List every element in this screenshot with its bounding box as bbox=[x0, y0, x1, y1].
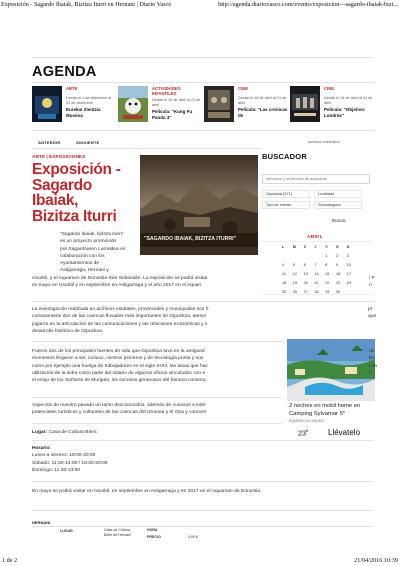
calendar-day[interactable]: 20 bbox=[303, 281, 308, 285]
buscador-title: BUSCADOR bbox=[262, 152, 307, 161]
ad-price-currency: € bbox=[306, 428, 309, 433]
calendar-day[interactable]: 11 bbox=[282, 272, 286, 276]
paragraph-line: utilización de la sidra como parte del salario de algunos oficios vinculados con e bbox=[32, 370, 206, 376]
precio-key: PRECIO bbox=[147, 535, 161, 539]
horario-line: Sábado: 11:30-13:00 / 18:00-20:00 bbox=[32, 460, 108, 466]
calendar-day[interactable]: 4 bbox=[282, 263, 285, 267]
search-input[interactable] bbox=[262, 174, 370, 184]
horario-line: Domingo: 11:30-13:00 bbox=[32, 467, 81, 473]
event-category: CINE bbox=[324, 86, 335, 91]
print-header bbox=[0, 0, 400, 10]
event-type-select[interactable]: Tipo de evento bbox=[262, 201, 310, 209]
horario-block bbox=[32, 445, 108, 474]
calendar-day[interactable] bbox=[314, 252, 325, 261]
intro-text bbox=[60, 231, 142, 275]
closing-text: En mayo se podrá visitar en Usurbil, en septiembre en Astigarraga y en 2017 en el Aquarium de Donostia. bbox=[32, 489, 262, 494]
calendar-weekdays bbox=[282, 243, 378, 252]
calendar-month: ABRIL bbox=[307, 234, 323, 239]
calendar-day[interactable]: 25 bbox=[282, 290, 287, 294]
page-title-line: Exposición - bbox=[32, 161, 121, 178]
calendar-week bbox=[282, 252, 378, 261]
precio-value: 0,00 € bbox=[188, 535, 198, 539]
lugar-value: Casa de Cultura Biteri. bbox=[48, 430, 98, 435]
ad-image[interactable] bbox=[287, 339, 375, 401]
calendar-day[interactable]: 27 bbox=[303, 290, 308, 294]
overflow-fragment: pr bbox=[368, 307, 373, 312]
calendar-week bbox=[282, 279, 378, 288]
calendar-day[interactable] bbox=[293, 252, 304, 261]
intro-tail-line: en mayo en Usurbil y en septiembre en Astigarraga y el año 2017 en el Aquari bbox=[32, 283, 202, 289]
paragraph-overflow bbox=[369, 348, 383, 377]
page-title-line: Bizitza Iturri bbox=[32, 207, 117, 225]
ad-cta-button[interactable]: Llévatelo bbox=[328, 428, 361, 437]
print-page-title: Exposición - Sagardo Ibaiak, Bizitza Iturri en Hernani | Diario Vasco bbox=[1, 1, 172, 8]
info-divider bbox=[32, 481, 374, 482]
paragraph-divider bbox=[32, 341, 282, 342]
paragraph bbox=[32, 306, 262, 335]
events-divider bbox=[32, 130, 374, 131]
intro-divider bbox=[32, 301, 374, 302]
calendar-day[interactable]: 30 bbox=[335, 290, 341, 294]
prev-button[interactable]: ANTERIOR bbox=[38, 140, 61, 145]
calendar-day[interactable] bbox=[282, 252, 293, 261]
paragraph-line: el enojo de los Señores de Murgula, los excesos generosos del famoso construc bbox=[32, 378, 207, 384]
lugar-value-line: Casa de Cultura bbox=[104, 528, 130, 532]
calendar-day[interactable] bbox=[347, 288, 358, 297]
horario-label: Horario: bbox=[32, 446, 52, 451]
page-title-line: Sagardo Ibaiak, bbox=[32, 176, 92, 209]
calendar-day[interactable] bbox=[304, 252, 315, 261]
weekday: D bbox=[346, 245, 350, 249]
calendar-day[interactable]: 8 bbox=[325, 263, 328, 267]
calendar-day[interactable]: 22 bbox=[325, 281, 330, 285]
print-url: http://agenda.diariovasco.com/evento/exposicion---sagardo-ibaiak-bizi... bbox=[218, 1, 398, 8]
intro-line: Ayuntamientos de bbox=[60, 261, 100, 267]
paragraph-line: momentos llegaron a ser, incluso, centros pioneros y de tecnología punta y sus bbox=[32, 356, 204, 362]
event-date: Desde el 15 de abril al 21 de abril bbox=[152, 98, 201, 107]
horario-line: Lunes a viernes: 18:00-20:00 bbox=[32, 453, 96, 459]
pager-divider bbox=[32, 148, 262, 149]
intro-tail-line: Usurbil, y el Aquarium de Donostia-San Sebastián. La exposición se podrá visitar bbox=[32, 276, 208, 281]
print-page-number: 1 de 2 bbox=[2, 557, 18, 564]
event-card[interactable] bbox=[290, 86, 374, 122]
intro-tail bbox=[32, 275, 262, 290]
intro-line: colaboración con los bbox=[60, 253, 105, 259]
intro-line: por Sagardoaren Lurraldea en bbox=[60, 246, 126, 252]
calendar-day[interactable]: 21 bbox=[314, 281, 319, 285]
page-title bbox=[32, 162, 142, 224]
calendar-day[interactable]: 6 bbox=[303, 263, 306, 267]
section-label[interactable]: ARTE | EXPOSICIONES bbox=[32, 155, 86, 160]
event-card[interactable] bbox=[118, 86, 202, 122]
event-title[interactable]: Película: "Las crónicas de bbox=[238, 107, 288, 118]
calendar-day[interactable]: 18 bbox=[282, 281, 287, 285]
calendar-day[interactable]: 17 bbox=[346, 272, 352, 276]
calendar-day[interactable]: 3 bbox=[346, 254, 349, 258]
weekday: L bbox=[282, 245, 285, 249]
event-date: Desde el 1 de diciembre al 31 de diciembre bbox=[66, 96, 111, 105]
next-button[interactable]: SIGUIENTE bbox=[76, 140, 100, 145]
print-datetime: 21/04/2016 10:39 bbox=[354, 557, 398, 564]
paragraph-line: Fueron dos de los principales fuentes de vida que Gipuzkoa tuvo en la antigued bbox=[32, 349, 205, 354]
overflow-fragment: i P bbox=[369, 276, 375, 281]
calendar-day[interactable]: 16 bbox=[335, 272, 341, 276]
calendar-day[interactable]: 29 bbox=[325, 290, 330, 294]
meta-divider bbox=[32, 526, 374, 527]
print-footer bbox=[0, 556, 400, 566]
weekday: X bbox=[303, 245, 307, 249]
calendar-day[interactable]: 2 bbox=[335, 254, 339, 258]
intro-line: "Sagardo ibaiak, bizitza iturri" bbox=[60, 232, 124, 237]
locality-select[interactable]: Localidad bbox=[314, 190, 362, 198]
ad-caption[interactable]: 2 noches en mobil home en Camping Sylvamar 5* bbox=[289, 403, 361, 417]
event-card[interactable] bbox=[32, 86, 116, 122]
subcategory-select[interactable]: Subcategoría bbox=[314, 201, 362, 209]
agenda-title: AGENDA bbox=[32, 64, 97, 80]
calendar-day[interactable]: 7 bbox=[314, 263, 317, 267]
event-date: Desde el 15 de abril al 21 de abril bbox=[324, 96, 373, 105]
event-card[interactable] bbox=[204, 86, 288, 122]
paragraph-line: desarrollo histórico de Gipuzkoa. bbox=[32, 328, 104, 334]
paragraph-overflow bbox=[368, 306, 382, 321]
lugar-key: LUGAR bbox=[60, 529, 73, 533]
calendar-day[interactable]: 13 bbox=[303, 272, 308, 276]
weekday: V bbox=[325, 245, 328, 249]
calendar-rule bbox=[262, 241, 372, 242]
calendar-day[interactable]: 15 bbox=[325, 272, 330, 276]
ad-sponsor: EQUINOCCIO VIAJES bbox=[289, 419, 324, 423]
info-divider bbox=[32, 440, 374, 441]
event-thumbnail bbox=[118, 86, 148, 122]
event-thumbnail bbox=[32, 86, 62, 122]
hero-caption: "SAGARDO IBAIAK, BIZITZA ITURRI" bbox=[144, 236, 237, 242]
search-button[interactable]: Buscar bbox=[332, 218, 347, 223]
region-select[interactable]: Gipuzkoa (971) bbox=[262, 190, 310, 198]
calendar-day[interactable]: 19 bbox=[292, 281, 298, 285]
overflow-fragment: ler bbox=[369, 356, 375, 362]
overflow-fragment: que bbox=[368, 314, 377, 320]
paragraph-line: jugaron en la articulación de las comunicaciones y las relaciones económicas y s bbox=[32, 321, 208, 327]
event-category: ARTE bbox=[66, 86, 78, 91]
lugar-value bbox=[104, 528, 144, 537]
event-title[interactable]: Película: "Kung Fu Panda 3" bbox=[152, 109, 193, 120]
paragraph-line: curiosamente dos de las cuencas fluviales más importantes de Gipuzkoa, atesor bbox=[32, 314, 207, 320]
calendar-grid bbox=[282, 243, 378, 297]
agenda-divider bbox=[32, 82, 374, 83]
lugar-line bbox=[32, 429, 98, 436]
calendar-day[interactable]: 12 bbox=[292, 272, 298, 276]
calendar-day[interactable]: 9 bbox=[335, 263, 339, 267]
paragraph-divider bbox=[32, 397, 282, 398]
intro-line: Astigarraga, Hernani y bbox=[60, 268, 109, 274]
event-date: Desde el 15 de abril al 21 de abril bbox=[238, 96, 287, 105]
lugar-label: Lugar: bbox=[32, 430, 48, 435]
language-switch[interactable]: euskera-castellano bbox=[308, 140, 340, 144]
calendar-day[interactable]: 1 bbox=[325, 254, 328, 258]
calendar-day[interactable]: 26 bbox=[292, 290, 298, 294]
hora-key: HORA bbox=[147, 528, 158, 532]
top-divider bbox=[32, 57, 374, 58]
paragraph bbox=[32, 402, 284, 417]
paragraph-line: potenciales turísticos y culturales de las cuencas del Urumea y el Oria y conocer bbox=[32, 410, 207, 416]
calendar-week bbox=[282, 288, 378, 297]
calendar-bottom-rule bbox=[262, 294, 374, 295]
weekday: M bbox=[292, 245, 296, 249]
intro-line: es un proyecto promovido bbox=[60, 239, 117, 245]
weekday: J bbox=[314, 245, 317, 249]
ad-price-value: 23 bbox=[298, 428, 306, 438]
lugar-value-line: Biteri de Hernani bbox=[104, 532, 131, 537]
calendar-week bbox=[282, 270, 378, 279]
overflow-fragment: ral bbox=[369, 349, 375, 354]
event-title[interactable]: Eureka! Zientzia Museoa bbox=[66, 107, 101, 118]
place-heading: HERNANI bbox=[32, 520, 51, 525]
event-category: CINE bbox=[238, 86, 249, 91]
overflow-fragment: n bbox=[369, 283, 372, 289]
hero-image bbox=[140, 155, 258, 255]
paragraph-line: La investigación realizada en archivos estatales, provinciales y municipales nos h bbox=[32, 307, 209, 312]
calendar-day[interactable]: 14 bbox=[314, 272, 319, 276]
paragraph bbox=[32, 348, 284, 384]
paragraph-divider bbox=[32, 423, 282, 424]
ad-price bbox=[298, 428, 308, 437]
event-category: ACTIVIDADES INFANTILES bbox=[152, 86, 181, 96]
weekday: S bbox=[335, 245, 339, 249]
event-thumbnail bbox=[290, 86, 320, 122]
paragraph-line: Aspectos de nuestro pasado un tanto desconocidos, además de curiosos e inter bbox=[32, 403, 206, 408]
calendar-day[interactable]: 24 bbox=[346, 281, 352, 285]
footer-divider bbox=[32, 510, 374, 511]
calendar-day[interactable]: 5 bbox=[292, 263, 295, 267]
overflow-fragment: s bbox=[369, 370, 372, 376]
calendar-week bbox=[282, 261, 378, 270]
calendar-day[interactable]: 10 bbox=[346, 263, 352, 267]
overflow-fragment: n la bbox=[369, 363, 377, 369]
event-title[interactable]: Película: "Objetivo: Londres" bbox=[324, 107, 366, 118]
calendar-day[interactable]: 28 bbox=[314, 290, 319, 294]
calendar-day[interactable]: 23 bbox=[335, 281, 341, 285]
event-thumbnail bbox=[204, 86, 234, 122]
paragraph-line: como por ejemplo una huelga de trabajadores en el siglo XVIII, las tasas que hac bbox=[32, 363, 208, 369]
